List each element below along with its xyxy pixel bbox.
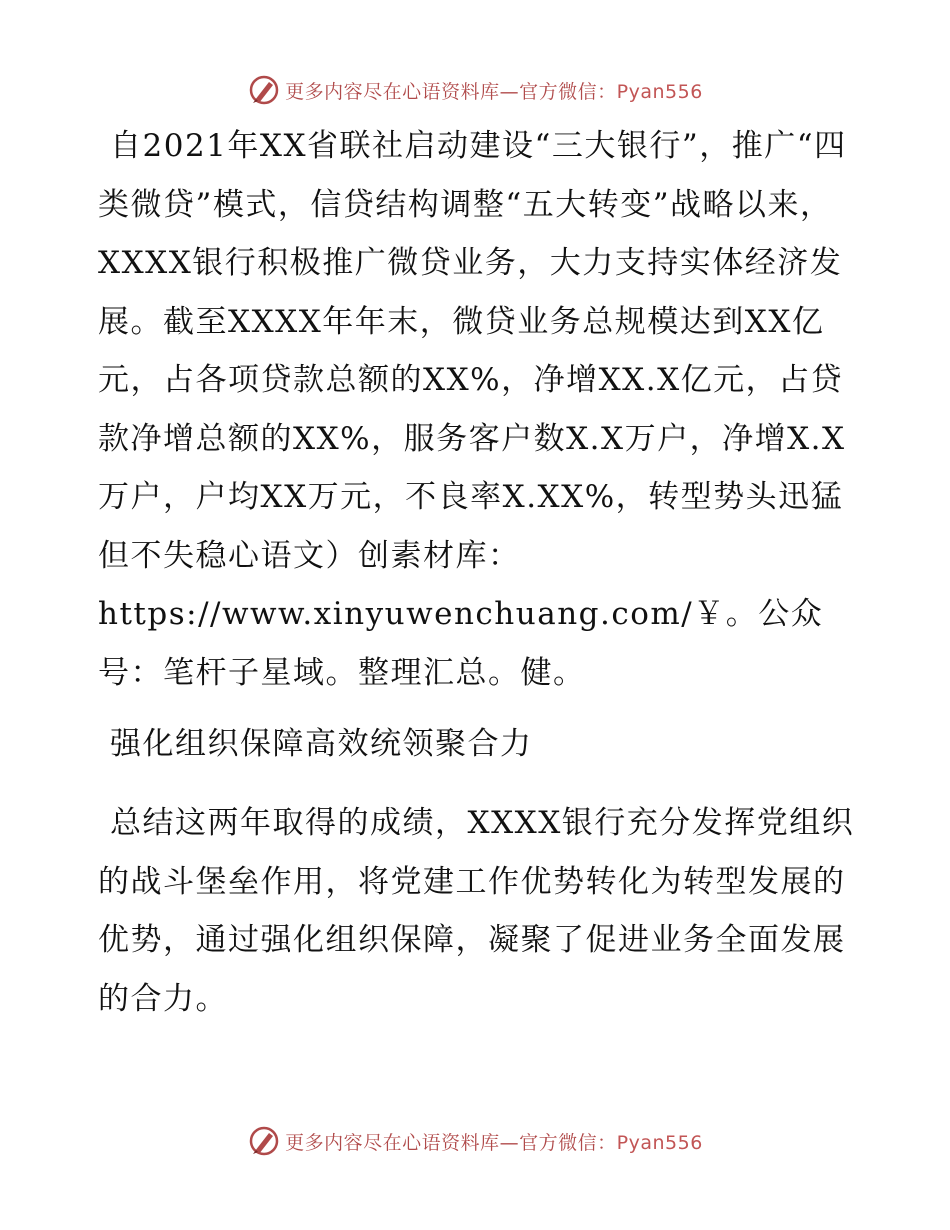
- banner-label: 更多内容尽在心语资料库—官方微信：: [285, 1131, 617, 1154]
- header-banner: [0, 70, 950, 110]
- pen-logo-icon: [247, 1124, 281, 1158]
- banner-text: [285, 77, 703, 104]
- section-heading: 强化组织保障高效统领聚合力: [110, 726, 533, 762]
- paragraph-2: 总结这两年取得的成绩，XXXX银行充分发挥党组织的战斗堡垒作用，将党建工作优势转化为转型发展的优势，通过强化组织保障，凝聚了促进业务全面发展的合力。: [98, 805, 855, 1017]
- banner-label: 更多内容尽在心语资料库—官方微信：: [285, 80, 617, 103]
- banner-account: Pyan556: [616, 1131, 703, 1154]
- pen-logo-icon: [247, 73, 281, 107]
- banner-text: [285, 1128, 703, 1155]
- footer-banner: [0, 1121, 950, 1161]
- paragraph-1: 自2021年XX省联社启动建设“三大银行”，推广“四类微贷”模式，信贷结构调整“五大转变”战略以来，XXXX银行积极推广微贷业务，大力支持实体经济发展。截至XXXX年年末，微贷业务总规模达到XX亿元，占各项贷款总额的XX%，净增XX.X亿元，占贷款净增总额的XX%，服务客户数X.X万户，净增X.X万户，户均XX万元，不良率X.XX%，转型势头迅猛但不失稳心语文）创素材库：https://www.xinyuwenchuang.com/￥。公众号：笔杆子星域。整理汇总。健。: [98, 128, 847, 691]
- banner-account: Pyan556: [616, 80, 703, 103]
